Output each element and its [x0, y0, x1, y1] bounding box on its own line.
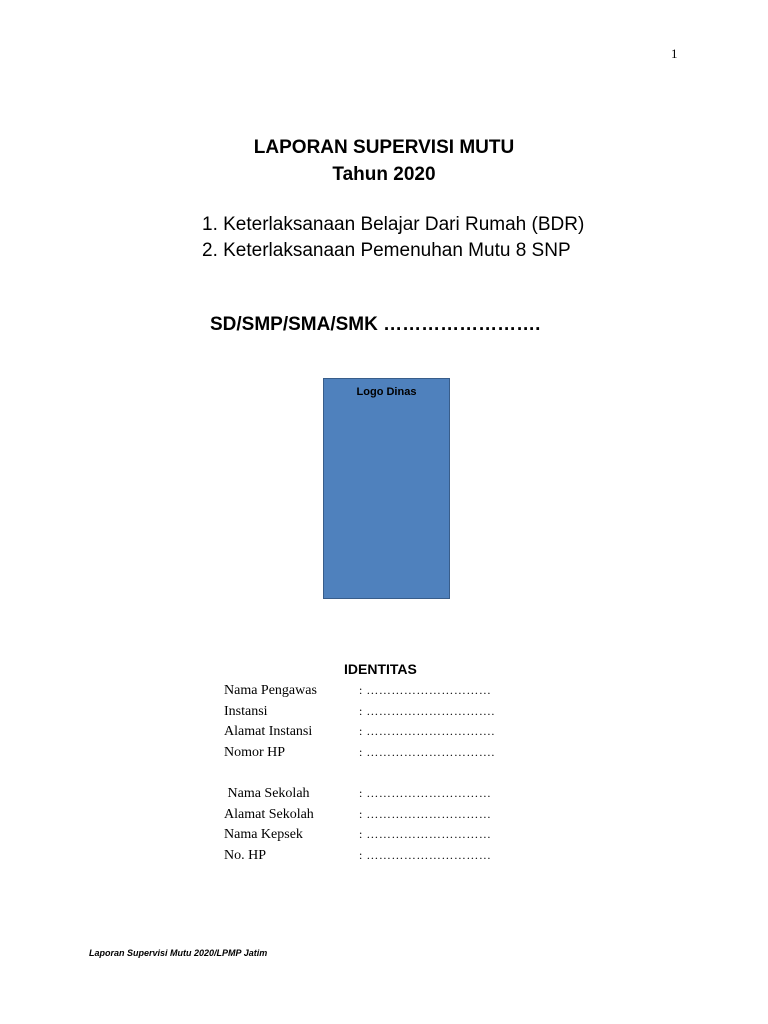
- field-value: : …………………………: [359, 847, 492, 862]
- field-value: : …………………………: [359, 786, 492, 800]
- title-line-1: LAPORAN SUPERVISI MUTU: [253, 137, 515, 158]
- field-value: : …………………………: [359, 683, 492, 697]
- page-number: 1: [671, 46, 678, 61]
- logo-label: Logo Dinas: [356, 386, 417, 398]
- field-label: Nama Pengawas: [224, 683, 317, 698]
- page-footer: Laporan Supervisi Mutu 2020/LPMP Jatim: [89, 948, 268, 958]
- field-label: Nomor HP: [224, 744, 286, 760]
- field-value: : ………………………….: [359, 724, 495, 738]
- topic-item-2: 2. Keterlaksanaan Pemenuhan Mutu 8 SNP: [202, 240, 571, 261]
- field-label: No. HP: [224, 847, 267, 863]
- report-title: [0, 134, 768, 188]
- field-value: : …………………………: [359, 806, 492, 821]
- school-line: SD/SMP/SMA/SMK …………………….: [210, 314, 541, 335]
- title-line-2: Tahun 2020: [332, 164, 436, 185]
- field-label: Instansi: [224, 703, 268, 719]
- identitas-heading: IDENTITAS: [344, 661, 417, 677]
- field-value: : ………………………….: [359, 744, 495, 759]
- field-value: : ………………………….: [359, 703, 495, 718]
- field-value: : …………………………: [359, 827, 492, 841]
- logo-placeholder: [323, 378, 450, 599]
- field-label: Alamat Instansi: [224, 724, 313, 739]
- field-label: Nama Kepsek: [224, 827, 303, 842]
- field-label: Alamat Sekolah: [224, 806, 314, 822]
- field-label: Nama Sekolah: [224, 786, 310, 801]
- topic-item-1: 1. Keterlaksanaan Belajar Dari Rumah (BDR): [202, 214, 585, 235]
- topic-list: [202, 212, 584, 264]
